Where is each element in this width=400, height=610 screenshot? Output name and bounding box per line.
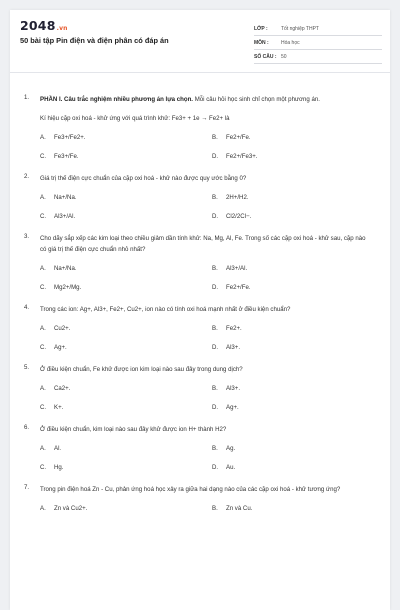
option-letter: A.: [40, 265, 46, 272]
option-text: Mg2+/Mg.: [54, 284, 82, 291]
question-text: Trong các ion: Ag+, Al3+, Fe2+, Cu2+, ion nào có tính oxi hoá mạnh nhất ở điều kiện chuẩn?: [40, 306, 291, 313]
question-text: [40, 94, 372, 105]
option-text: Fe3+/Fe.: [54, 153, 79, 160]
option-letter: C.: [40, 344, 47, 351]
option-letter: C.: [40, 284, 47, 291]
question-item: [10, 173, 390, 220]
option-letter: C.: [40, 464, 47, 471]
question-item: [10, 94, 390, 160]
answer-option[interactable]: [212, 464, 362, 471]
answer-option[interactable]: [40, 284, 212, 291]
question-number: 1.: [24, 94, 30, 101]
option-letter: A.: [40, 194, 46, 201]
document-title: 50 bài tập Pin điện và điện phân có đáp án: [20, 36, 169, 45]
answer-option[interactable]: [40, 134, 212, 141]
answer-option[interactable]: [40, 505, 212, 512]
question-number: 4.: [24, 304, 30, 311]
answer-option[interactable]: [212, 325, 362, 332]
answer-option[interactable]: [40, 445, 212, 452]
option-text: Zn và Cu.: [226, 505, 253, 512]
answer-option[interactable]: [212, 213, 362, 220]
question-number: 3.: [24, 233, 30, 240]
option-letter: B.: [212, 505, 218, 512]
option-text: Al3+.: [226, 385, 241, 392]
answer-option[interactable]: [40, 153, 212, 160]
part-instruction: Mỗi câu hỏi học sinh chỉ chọn một phương án.: [193, 96, 320, 103]
option-letter: B.: [212, 134, 218, 141]
option-text: Ag.: [226, 445, 236, 452]
answer-option[interactable]: [212, 404, 362, 411]
option-text: Na+/Na.: [54, 194, 77, 201]
option-text: Fe3+/Fe2+.: [54, 134, 86, 141]
answer-option[interactable]: [212, 505, 362, 512]
option-text: Zn và Cu2+.: [54, 505, 88, 512]
option-letter: D.: [212, 213, 219, 220]
option-letter: B.: [212, 265, 218, 272]
answer-option[interactable]: [212, 134, 362, 141]
question-number: 7.: [24, 484, 30, 491]
answer-option[interactable]: [40, 385, 212, 392]
option-letter: B.: [212, 445, 218, 452]
option-text: Al.: [54, 445, 62, 452]
question-item: [10, 484, 390, 512]
answer-options: [40, 194, 372, 220]
answer-option[interactable]: [212, 265, 362, 272]
question-number: 2.: [24, 173, 30, 180]
answer-options: [40, 325, 372, 351]
answer-option[interactable]: [40, 404, 212, 411]
answer-options: [40, 445, 372, 471]
logo-number: 2048: [20, 18, 56, 33]
question-item: [10, 424, 390, 471]
header-divider: [10, 72, 390, 73]
answer-options: [40, 134, 372, 160]
answer-option[interactable]: [212, 194, 362, 201]
option-text: Ag+.: [226, 404, 239, 411]
option-letter: A.: [40, 325, 46, 332]
option-text: Fe2+/Fe3+.: [226, 153, 258, 160]
answer-option[interactable]: [40, 265, 212, 272]
question-text: Trong pin điện hoá Zn - Cu, phản ứng hoá học xảy ra giữa hai dạng nào của các cặp oxi hoá - khử tương ứng?: [40, 486, 341, 493]
option-text: 2H+/H2.: [226, 194, 249, 201]
option-letter: D.: [212, 464, 219, 471]
option-letter: C.: [40, 404, 47, 411]
option-letter: B.: [212, 194, 218, 201]
meta-value: 50: [281, 53, 287, 60]
answer-option[interactable]: [212, 385, 362, 392]
option-text: Al3+/Al.: [226, 265, 248, 272]
question-list: [10, 94, 390, 525]
logo-domain: .vn: [56, 25, 68, 32]
meta-label: LỚP :: [254, 25, 268, 32]
question-number: 6.: [24, 424, 30, 431]
meta-label: MÔN :: [254, 39, 269, 46]
question-text: Ở điều kiện chuẩn, kim loại nào sau đây khử được ion H+ thành H2?: [40, 426, 227, 433]
answer-option[interactable]: [212, 284, 362, 291]
option-letter: C.: [40, 213, 47, 220]
question-stem: Kí hiệu cặp oxi hoá - khử ứng với quá trình khử: Fe3+ + 1e → Fe2+ là: [40, 115, 230, 122]
option-text: Na+/Na.: [54, 265, 77, 272]
option-letter: C.: [40, 153, 47, 160]
meta-row-subject: [254, 36, 382, 50]
answer-option[interactable]: [40, 213, 212, 220]
document-page: [10, 10, 390, 610]
answer-options: [40, 385, 372, 411]
option-letter: B.: [212, 385, 218, 392]
meta-value: Hóa học: [281, 39, 300, 46]
option-text: K+.: [54, 404, 64, 411]
answer-option[interactable]: [40, 194, 212, 201]
option-text: Ag+.: [54, 344, 67, 351]
option-letter: D.: [212, 153, 219, 160]
option-text: Al3+.: [226, 344, 241, 351]
option-text: Al3+/Al.: [54, 213, 76, 220]
answer-option[interactable]: [212, 445, 362, 452]
option-text: Fe2+.: [226, 325, 242, 332]
question-number: 5.: [24, 364, 30, 371]
option-text: Cu2+.: [54, 325, 71, 332]
answer-options: [40, 265, 372, 291]
option-letter: D.: [212, 404, 219, 411]
option-letter: A.: [40, 505, 46, 512]
option-text: Hg.: [54, 464, 64, 471]
option-letter: D.: [212, 344, 219, 351]
question-text: Giá trị thế điện cực chuẩn của cặp oxi hoá - khử nào được quy ước bằng 0?: [40, 175, 247, 182]
part-label: PHẦN I. Câu trắc nghiệm nhiều phương án lựa chọn.: [40, 96, 193, 103]
answer-option[interactable]: [212, 153, 362, 160]
option-letter: A.: [40, 134, 46, 141]
meta-label: SỐ CÂU :: [254, 53, 277, 60]
option-text: Fe2+/Fe.: [226, 284, 251, 291]
answer-option[interactable]: [40, 464, 212, 471]
option-letter: D.: [212, 284, 219, 291]
option-letter: A.: [40, 385, 46, 392]
question-item: [10, 364, 390, 411]
option-letter: A.: [40, 445, 46, 452]
option-text: Ca2+.: [54, 385, 71, 392]
site-logo[interactable]: [20, 18, 68, 33]
answer-option[interactable]: [40, 344, 212, 351]
question-text: Cho dãy sắp xếp các kim loại theo chiều giảm dần tính khử: Na, Mg, Al, Fe. Trong số các cặp oxi hoá - khử sau, cặp nào có giá trị thế điện cực chuẩn nhỏ nhất?: [40, 235, 366, 253]
answer-option[interactable]: [212, 344, 362, 351]
option-text: Cl2/2Cl−.: [226, 213, 252, 220]
meta-row-count: [254, 50, 382, 64]
document-header: [10, 10, 390, 68]
question-text: Ở điều kiện chuẩn, Fe khử được ion kim loại nào sau đây trong dung dịch?: [40, 366, 243, 373]
answer-option[interactable]: [40, 325, 212, 332]
option-text: Fe2+/Fe.: [226, 134, 251, 141]
meta-row-class: [254, 22, 382, 36]
question-item: [10, 233, 390, 291]
meta-value: Tốt nghiệp THPT: [281, 25, 319, 32]
option-letter: B.: [212, 325, 218, 332]
question-item: [10, 304, 390, 351]
meta-table: [254, 22, 382, 64]
option-text: Au.: [226, 464, 236, 471]
answer-options: [40, 505, 372, 512]
